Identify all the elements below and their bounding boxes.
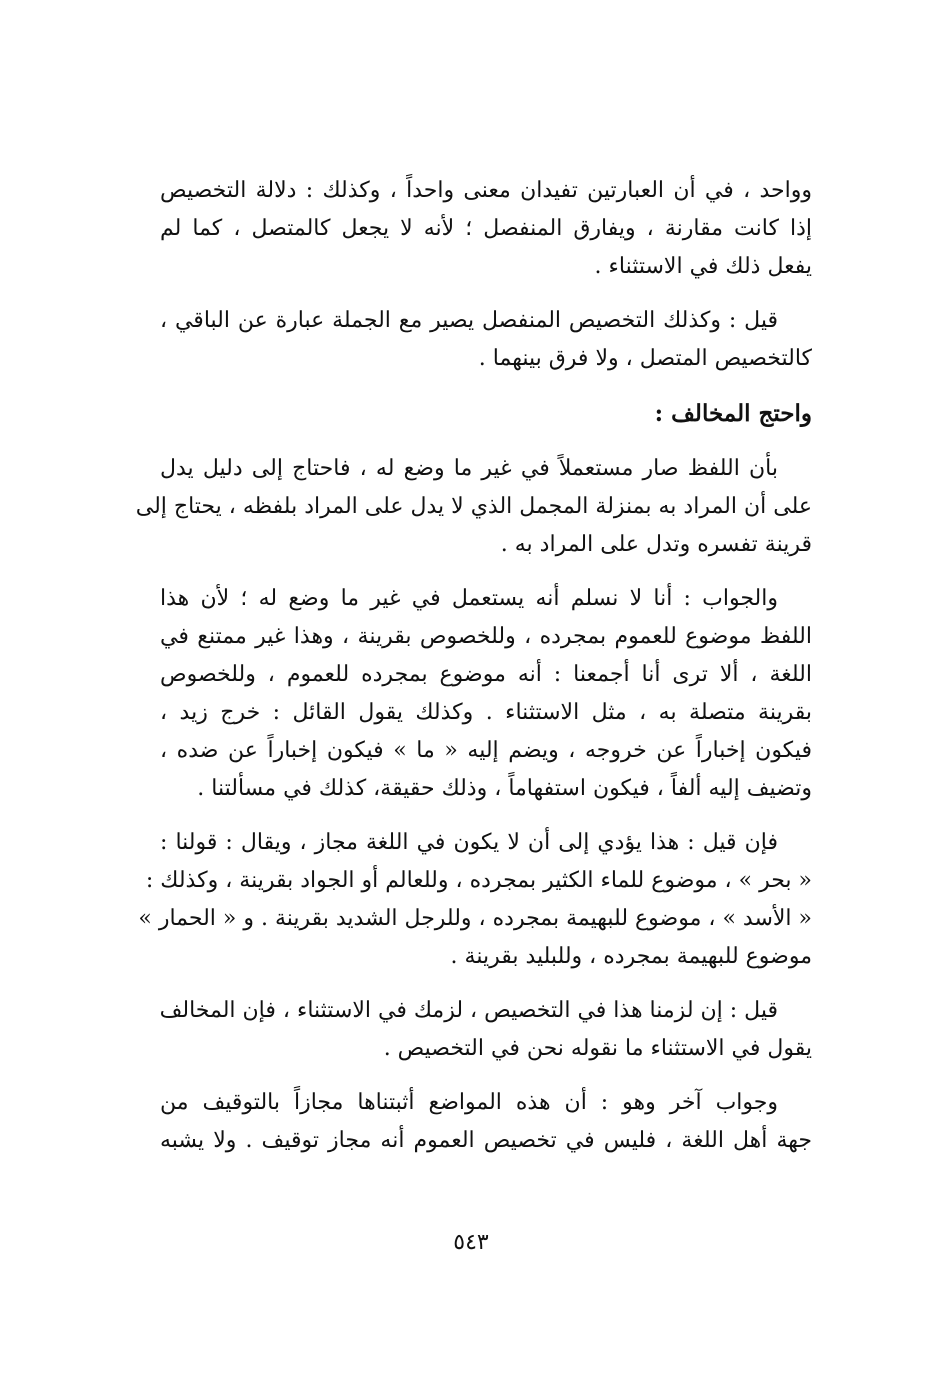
paragraph-6 bbox=[160, 992, 812, 1068]
paragraph-5 bbox=[138, 824, 812, 976]
paragraph-2 bbox=[160, 302, 812, 378]
text-line: كالتخصيص المتصل ، ولا فرق بينهما . bbox=[478, 346, 812, 371]
paragraph-4 bbox=[160, 580, 812, 808]
section-heading: واحتج المخالف : bbox=[654, 400, 812, 427]
text-line: اللفظ موضوع للعموم بمجرده ، وللخصوص بقرينة ، وهذا غير ممتنع في bbox=[160, 624, 812, 649]
text-line: « الأسد » ، موضوع للبهيمة بمجرده ، وللرجل الشديد بقرينة . و « الحمار » bbox=[138, 906, 812, 931]
text-line: بأن اللفظ صار مستعملاً في غير ما وضع له ، فاحتاج إلى دليل يدل bbox=[160, 456, 778, 481]
paragraph-7 bbox=[160, 1084, 812, 1160]
text-line: قيل : إن لزمنا هذا في التخصيص ، لزمك في الاستثناء ، فإن المخالف bbox=[159, 998, 778, 1023]
text-line: إذا كانت مقارنة ، ويفارق المنفصل ؛ لأنه لا يجعل كالمتصل ، كما لم bbox=[160, 216, 813, 241]
page-number: ٥٤٣ bbox=[453, 1230, 489, 1255]
text-line: قيل : وكذلك التخصيص المنفصل يصير مع الجملة عبارة عن الباقي ، bbox=[160, 308, 778, 333]
text-line: بقرينة متصلة به ، مثل الاستثناء . وكذلك يقول القائل : خرج زيد ، bbox=[160, 700, 812, 725]
text-line: « بحر » ، موضوع للماء الكثير بمجرده ، وللعالم أو الجواد بقرينة ، وكذلك : bbox=[145, 868, 812, 893]
text-line: موضوع للبهيمة بمجرده ، وللبليد بقرينة . bbox=[450, 944, 812, 969]
paragraph-3 bbox=[135, 450, 812, 564]
text-line: وواحد ، في أن العبارتين تفيدان معنى واحداً ، وكذلك : دلالة التخصيص bbox=[160, 178, 812, 203]
text-line: والجواب : أنا لا نسلم أنه يستعمل في غير ما وضع له ؛ لأن هذا bbox=[160, 586, 778, 611]
text-line: يفعل ذلك في الاستثناء . bbox=[594, 254, 812, 279]
page-text bbox=[135, 172, 813, 1176]
text-line: فإن قيل : هذا يؤدي إلى أن لا يكون في اللغة مجاز ، ويقال : قولنا : bbox=[160, 830, 778, 855]
text-line: جهة أهل اللغة ، فليس في تخصيص العموم أنه مجاز توقيف . ولا يشبه bbox=[160, 1128, 812, 1153]
text-line: اللغة ، ألا ترى أنا أجمعنا : أنه موضوع بمجرده للعموم ، وللخصوص bbox=[160, 662, 812, 687]
text-line: على أن المراد به بمنزلة المجمل الذي لا يدل على المراد بلفظه ، يحتاج إلى bbox=[135, 494, 812, 519]
text-line: وجواب آخر وهو : أن هذه المواضع أثبتناها مجازاً بالتوقيف من bbox=[160, 1090, 778, 1115]
text-line: قرينة تفسره وتدل على المراد به . bbox=[500, 532, 812, 557]
text-line: وتضيف إليه ألفاً ، فيكون استفهاماً ، وذلك حقيقة، كذلك في مسألتنا . bbox=[197, 776, 812, 801]
text-line: يقول في الاستثناء ما نقوله نحن في التخصيص . bbox=[383, 1036, 812, 1061]
text-line: فيكون إخباراً عن خروجه ، ويضم إليه « ما » فيكون إخباراً عن ضده ، bbox=[160, 738, 812, 763]
paragraph-1 bbox=[160, 172, 812, 286]
